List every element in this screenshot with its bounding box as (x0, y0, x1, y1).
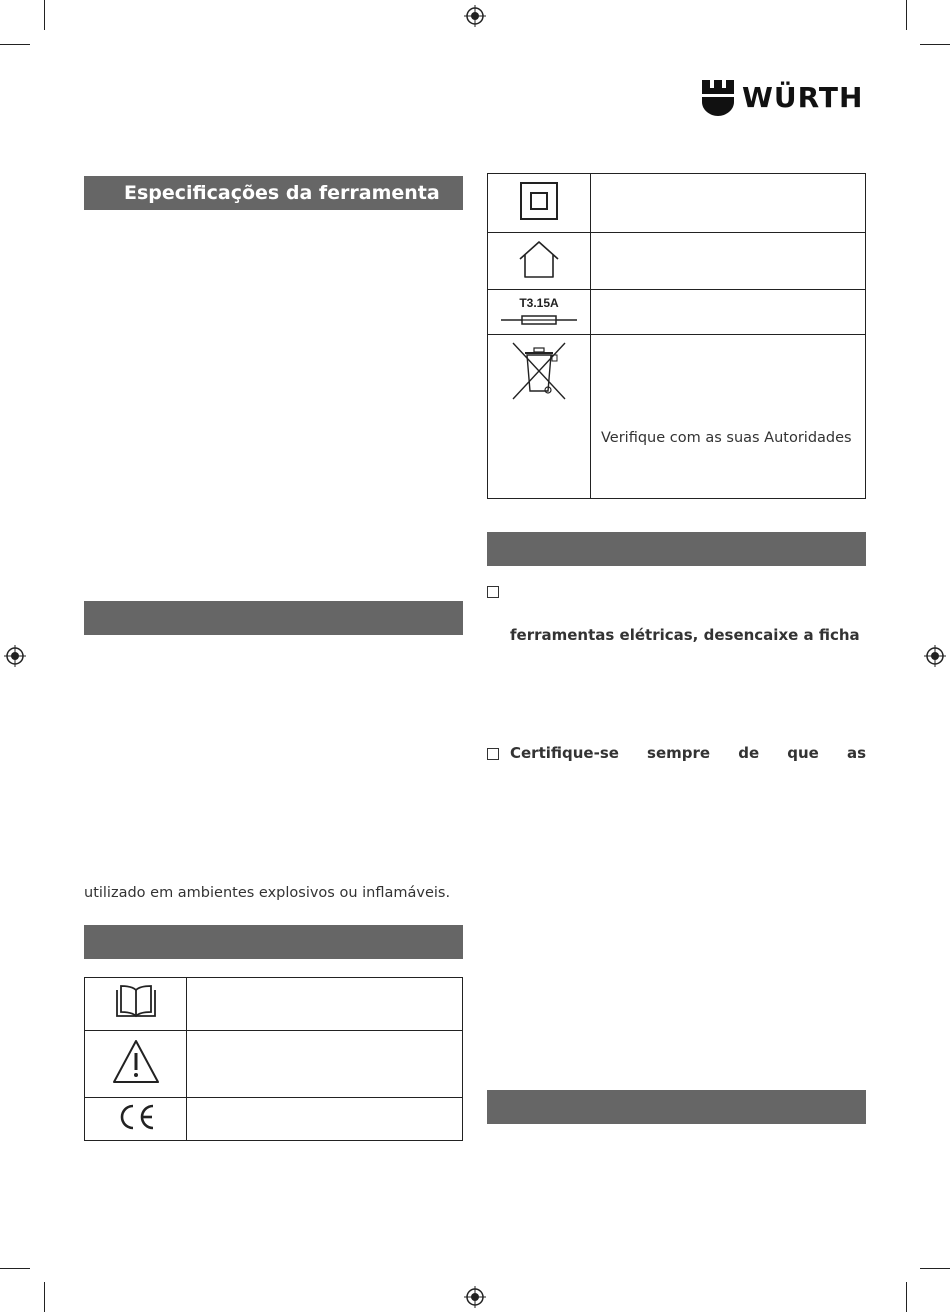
symbol-cell (488, 174, 591, 233)
crop-mark (920, 1268, 950, 1269)
brand-logo (702, 80, 868, 116)
brand-name: WÜRTH (742, 81, 864, 114)
symbol-cell (488, 290, 591, 335)
house-icon (517, 239, 561, 279)
warning-text-line: ferramentas elétricas, desencaixe a ficha (510, 626, 860, 644)
crop-mark (920, 44, 950, 45)
symbol-cell (85, 1098, 187, 1141)
symbol-description (591, 335, 866, 499)
symbol-description (591, 233, 866, 290)
symbol-cell (85, 1031, 187, 1098)
symbol-cell (85, 978, 187, 1031)
crop-mark (0, 1268, 30, 1269)
crop-mark (0, 44, 30, 45)
certify-text: Certifique-se sempre de que as (510, 744, 866, 762)
wurth-logo-icon (702, 80, 734, 116)
section-header-bar (487, 532, 866, 566)
bullet-checkbox-icon (487, 586, 499, 598)
fuse-label: T3.15A (519, 295, 559, 310)
registration-mark-icon (464, 5, 486, 27)
section-header-bar (84, 601, 463, 635)
disposal-text: Verifique com as suas Autoridades (601, 430, 852, 446)
symbols-table-left (84, 977, 463, 1141)
certify-text-line (510, 744, 866, 762)
double-square-icon (519, 181, 559, 221)
symbol-description (187, 1098, 463, 1141)
crop-mark (44, 0, 45, 30)
section-title: Especificações da ferramenta (124, 182, 440, 204)
symbol-description (187, 978, 463, 1031)
book-icon (113, 984, 159, 1020)
symbol-cell (488, 335, 591, 499)
symbols-table-right (487, 173, 866, 499)
fuse-icon (501, 315, 577, 325)
symbol-cell (488, 233, 591, 290)
registration-mark-icon (4, 645, 26, 667)
section-header-bar (487, 1090, 866, 1124)
crop-mark (906, 0, 907, 30)
crop-mark (906, 1282, 907, 1312)
registration-mark-icon (464, 1286, 486, 1308)
crop-mark (44, 1282, 45, 1312)
section-header-bar (84, 925, 463, 959)
crossed-bin-icon (511, 341, 567, 401)
warning-triangle-icon (111, 1038, 161, 1086)
body-text-line: utilizado em ambientes explosivos ou inflamáveis. (84, 885, 451, 901)
ce-mark-icon (114, 1102, 158, 1132)
section-header-tool-specs (84, 176, 463, 210)
symbol-description (187, 1031, 463, 1098)
symbol-description (591, 174, 866, 233)
registration-mark-icon (924, 645, 946, 667)
symbol-description (591, 290, 866, 335)
bullet-checkbox-icon (487, 748, 499, 760)
